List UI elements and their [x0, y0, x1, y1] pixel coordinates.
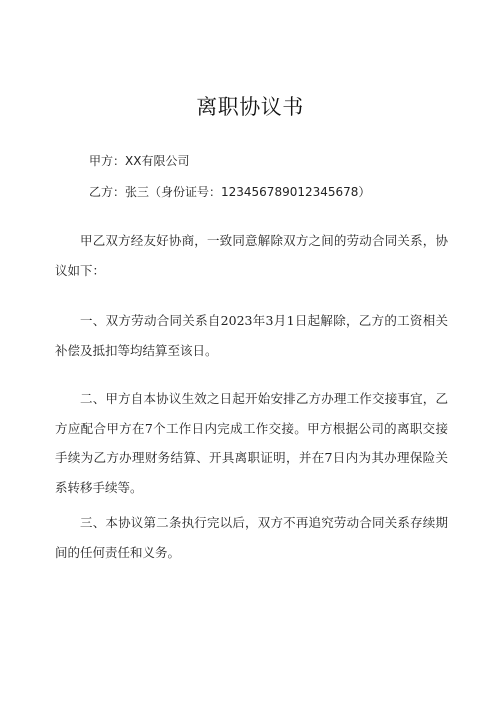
- party-b-line: 乙方：张三（身份证号：123456789012345678）: [89, 185, 371, 199]
- party-a-line: 甲方：XX有限公司: [89, 154, 190, 168]
- clause-2-paragraph: 二、甲方自本协议生效之日起开始安排乙方办理工作交接事宜，乙方应配合甲方在7个工作日内完成工作交接。甲方根据公司的离职交接手续为乙方办理财务结算、开具离职证明，并在7日内为其办理保险关系转移手续等。: [55, 391, 448, 495]
- clause-3-paragraph: 三、本协议第二条执行完以后，双方不再追究劳动合同关系存续期间的任何责任和义务。: [55, 515, 448, 560]
- clause-1-paragraph: 一、双方劳动合同关系自2023年3月1日起解除，乙方的工资相关补偿及抵扣等均结算至该日。: [55, 313, 448, 358]
- document-title: 离职协议书: [196, 95, 304, 119]
- intro-paragraph: 甲乙双方经友好协商，一致同意解除双方之间的劳动合同关系，协议如下：: [55, 233, 448, 278]
